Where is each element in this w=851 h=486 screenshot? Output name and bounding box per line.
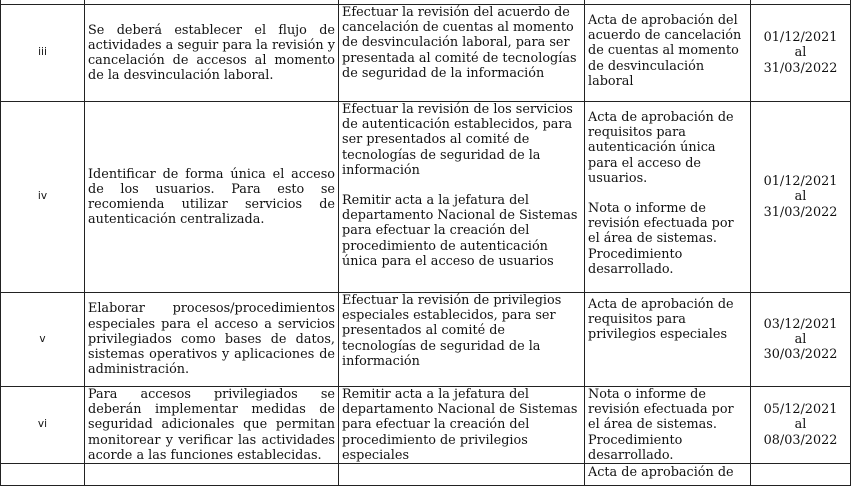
- evidence-cell: [585, 102, 751, 293]
- evidence-cell: [585, 5, 751, 102]
- date-separator: al: [794, 45, 807, 61]
- action-text: Efectuar la revisión de privilegios especiales establecidos, para ser presentados al comité de tecnologías de seguridad de la información: [342, 293, 562, 369]
- date-end: 31/03/2022: [763, 60, 838, 76]
- action-text: Remitir acta a la jefatura del departamento Nacional de Sistemas para efectuar la creación del procedimiento de autenticación única para el acceso de usuarios: [342, 193, 578, 269]
- date-separator: al: [794, 189, 807, 205]
- date-separator: al: [794, 417, 807, 433]
- evidence-text: Acta de aprobación del acuerdo de cancelación de cuentas al momento de desvinculación laboral: [588, 13, 742, 89]
- date-start: 03/12/2021: [763, 316, 838, 332]
- table-row: [1, 102, 851, 293]
- table-row: [1, 387, 851, 464]
- action-text: Efectuar la revisión del acuerdo de cancelación de cuentas al momento de desvinculación laboral, para ser presentada al comité de tecnologías de seguridad de la información: [342, 5, 577, 81]
- table-row: [1, 5, 851, 102]
- item-number: iii: [1, 5, 85, 102]
- evidence-cell: [585, 464, 751, 486]
- table-row: [1, 293, 851, 387]
- action-text: Efectuar la revisión de los servicios de autenticación establecidos, para ser presentados al comité de tecnologías de seguridad de la información: [342, 102, 573, 178]
- date-end: 30/03/2022: [763, 347, 838, 363]
- date-range-cell: [751, 102, 851, 293]
- date-start: 01/12/2021: [763, 174, 838, 190]
- item-number: vi: [1, 387, 85, 464]
- evidence-text: Acta de aprobación de requisitos para privilegios especiales: [588, 297, 734, 343]
- activity-cell: Elaborar procesos/procedimientos especiales para el acceso a servicios privilegiados como bases de datos, sistemas operativos y aplicaciones de administración.: [85, 293, 339, 387]
- actions-cell: [339, 5, 585, 102]
- action-text: Remitir acta a la jefatura del departamento Nacional de Sistemas para efectuar la creación del procedimiento de privilegios especiales: [342, 387, 578, 463]
- evidence-text: Nota o informe de revisión efectuada por el área de sistemas. Procedimiento desarrollado.: [588, 387, 734, 463]
- actions-cell: [339, 387, 585, 464]
- actions-cell: [339, 102, 585, 293]
- evidence-cell: [585, 293, 751, 387]
- activity-cell: Se deberá establecer el flujo de actividades a seguir para la revisión y cancelación de accesos al momento de la desvinculación laboral.: [85, 5, 339, 102]
- date-start: 05/12/2021: [763, 402, 838, 418]
- date-separator: al: [794, 331, 807, 347]
- date-range-cell: [751, 387, 851, 464]
- date-start: 01/12/2021: [763, 30, 838, 46]
- date-end: 31/03/2022: [763, 204, 838, 220]
- activity-cell: Para accesos privilegiados se deberán implementar medidas de seguridad adicionales que permitan monitorear y verificar las actividades acorde a las funciones establecidas.: [85, 387, 339, 464]
- date-range-cell: [751, 5, 851, 102]
- date-range-cell: [751, 293, 851, 387]
- activity-cell: Identificar de forma única el acceso de los usuarios. Para esto se recomienda utilizar servicios de autenticación centralizada.: [85, 102, 339, 293]
- evidence-text: Nota o informe de revisión efectuada por el área de sistemas. Procedimiento desarrollado.: [588, 201, 734, 277]
- actions-cell: [339, 293, 585, 387]
- evidence-text: Acta de aprobación de: [588, 465, 734, 481]
- date-end: 08/03/2022: [763, 432, 838, 448]
- item-number: iv: [1, 102, 85, 293]
- evidence-text: Acta de aprobación de requisitos para autenticación única para el acceso de usuarios.: [588, 110, 734, 186]
- table-row-partial: [1, 464, 851, 486]
- evidence-cell: [585, 387, 751, 464]
- item-number: v: [1, 293, 85, 387]
